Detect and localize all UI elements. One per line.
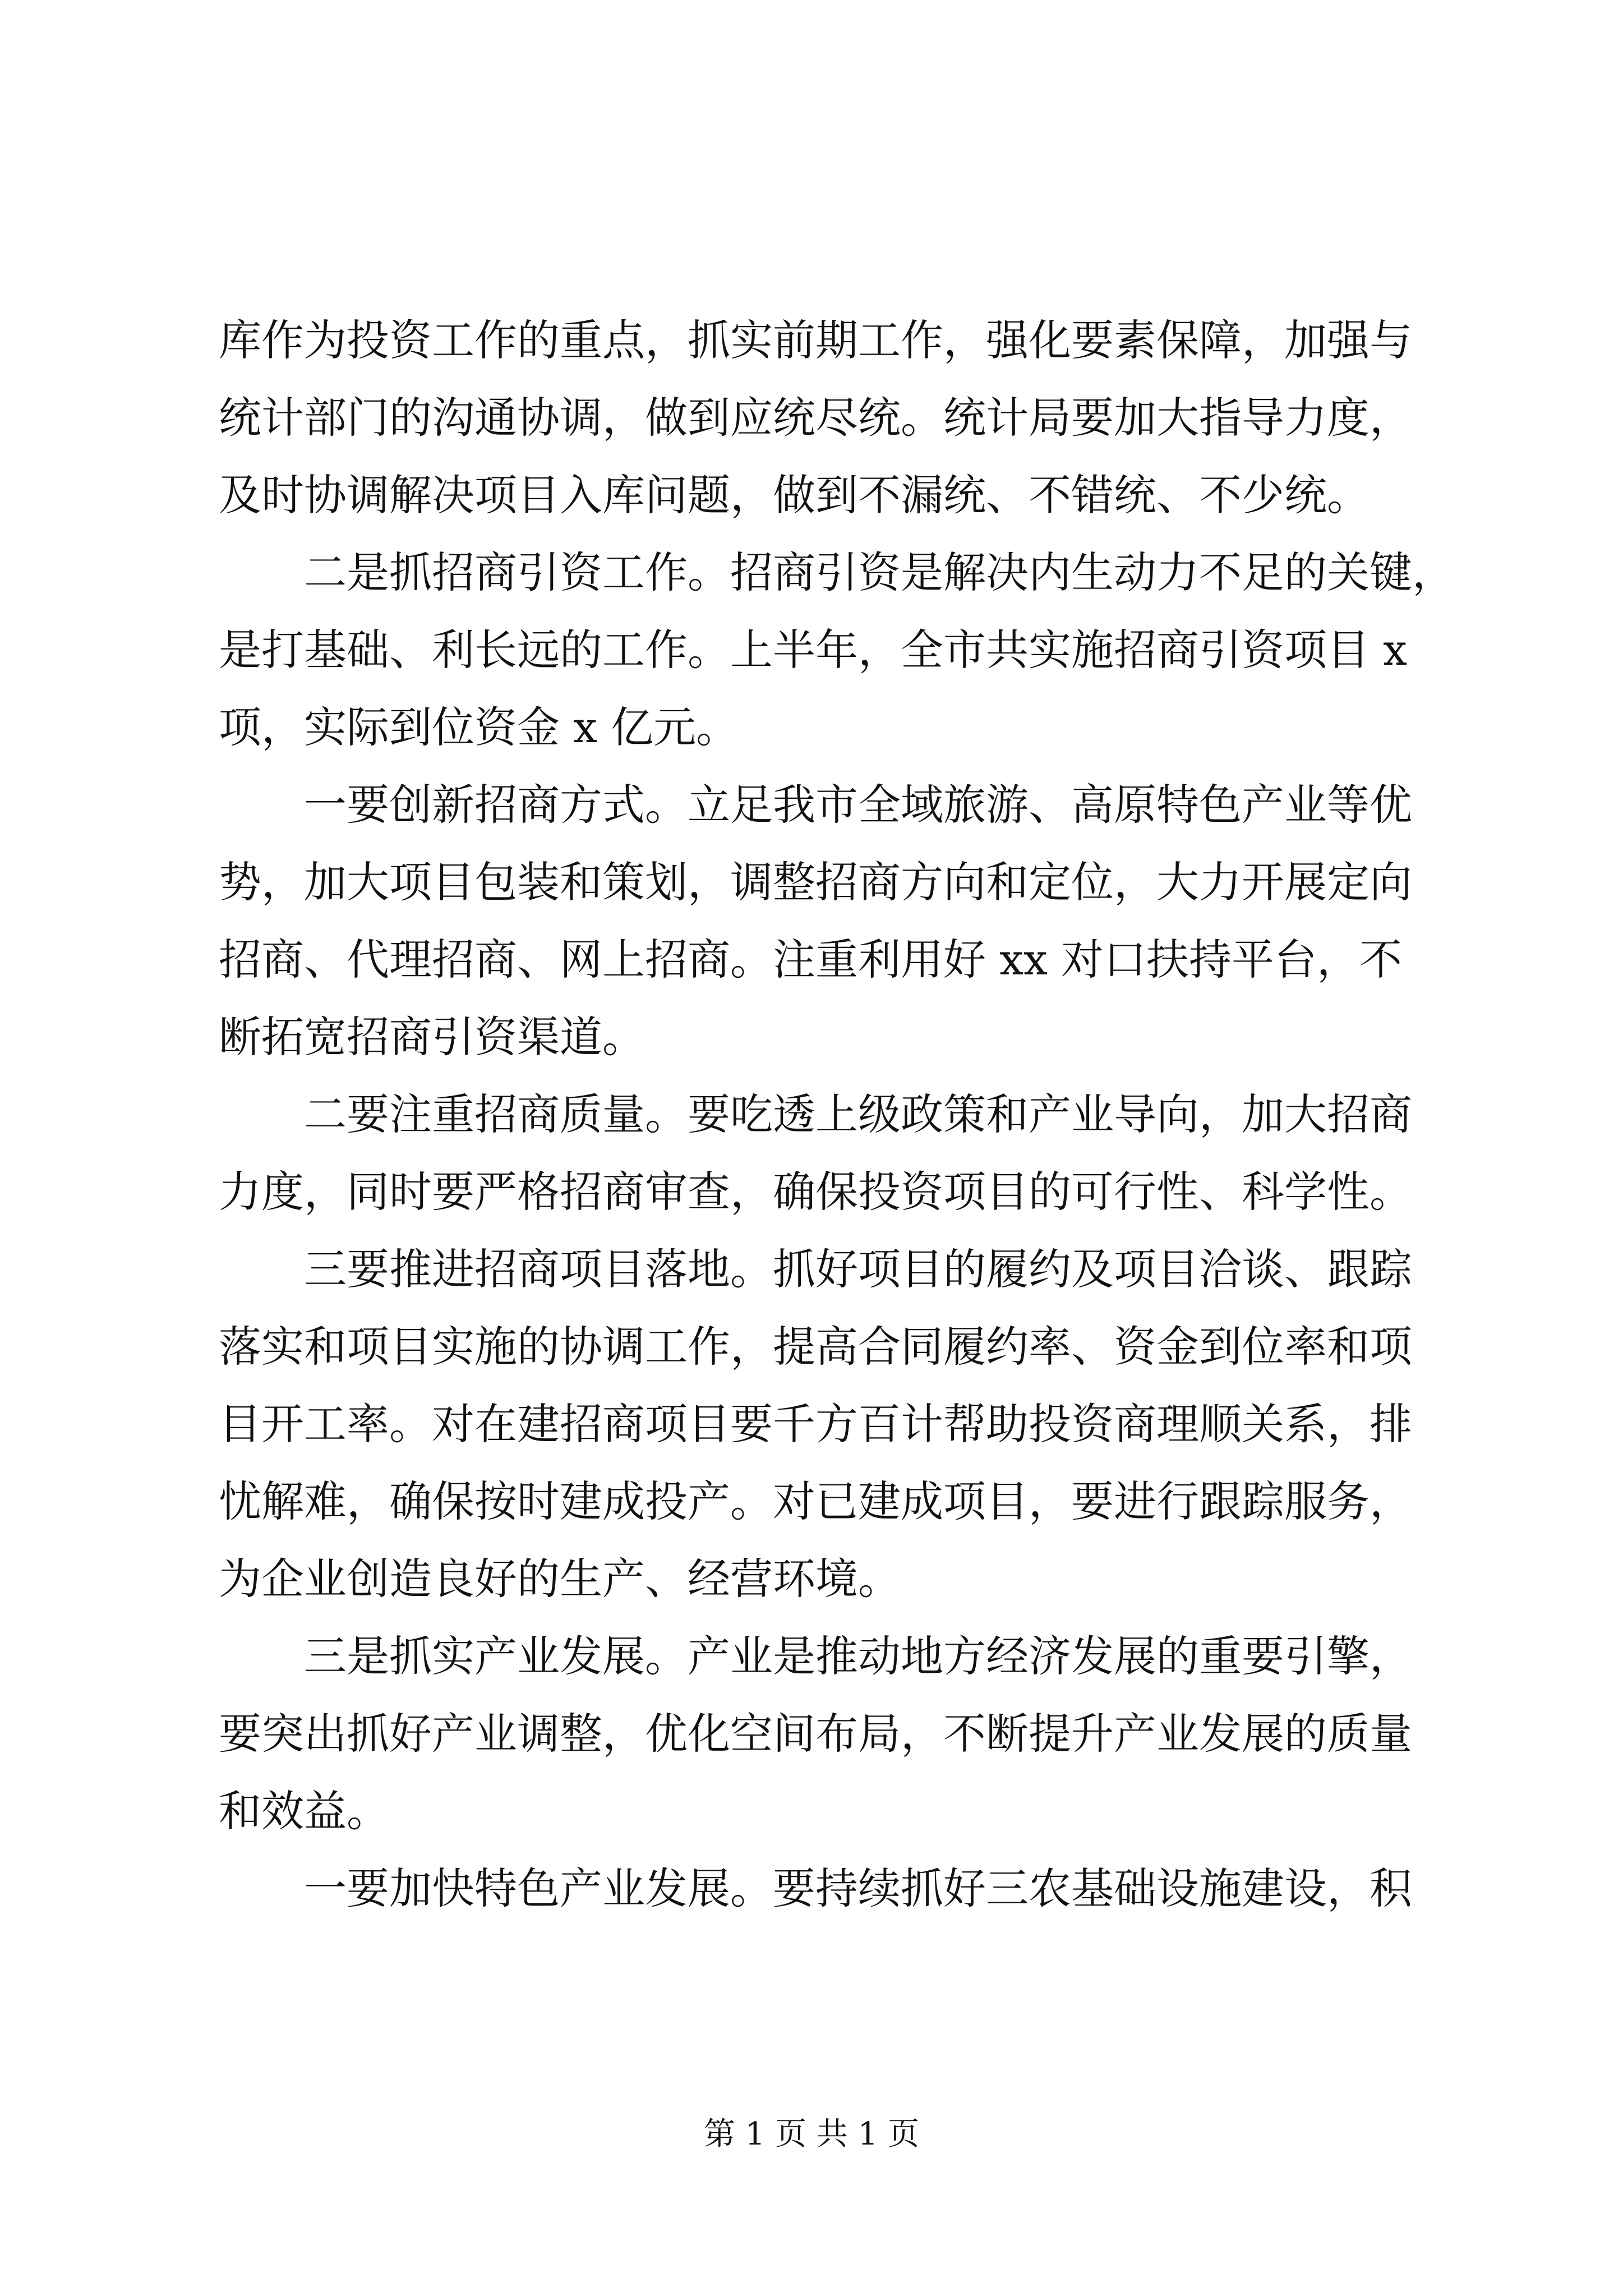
text-line: 三是抓实产业发展。产业是推动地方经济发展的重要引擎， xyxy=(304,1631,1412,1681)
text-line: 落实和项目实施的协调工作，提高合同履约率、资金到位率和项 xyxy=(219,1322,1412,1372)
text-line: 和效益。 xyxy=(219,1786,389,1836)
text-line: 及时协调解决项目入库问题，做到不漏统、不错统、不少统。 xyxy=(219,470,1370,520)
text-line: 招商、代理招商、网上招商。注重利用好 xx 对口扶持平台，不 xyxy=(219,935,1403,984)
text-line: 目开工率。对在建招商项目要千方百计帮助投资商理顺关系，排 xyxy=(219,1399,1412,1449)
text-line: 势，加大项目包装和策划，调整招商方向和定位，大力开展定向 xyxy=(219,857,1412,907)
text-line: 力度，同时要严格招商审查，确保投资项目的可行性、科学性。 xyxy=(219,1167,1412,1217)
text-line: 忧解难，确保按时建成投产。对已建成项目，要进行跟踪服务， xyxy=(219,1476,1412,1526)
text-line: 二要注重招商质量。要吃透上级政策和产业导向，加大招商 xyxy=(304,1089,1412,1139)
text-line: 三要推进招商项目落地。抓好项目的履约及项目洽谈、跟踪 xyxy=(304,1244,1412,1294)
text-line: 统计部门的沟通协调，做到应统尽统。统计局要加大指导力度， xyxy=(219,393,1412,443)
document-body xyxy=(219,302,1455,1927)
text-line: 项，实际到位资金 x 亿元。 xyxy=(219,702,739,752)
text-line: 一要加快特色产业发展。要持续抓好三农基础设施建设，积 xyxy=(304,1864,1412,1913)
text-line: 是打基础、利长远的工作。上半年，全市共实施招商引资项目 x xyxy=(219,625,1408,675)
text-line: 断拓宽招商引资渠道。 xyxy=(219,1012,645,1062)
page-footer: 第 1 页 共 1 页 xyxy=(703,2116,920,2152)
text-line: 要突出抓好产业调整，优化空间布局，不断提升产业发展的质量 xyxy=(219,1709,1412,1759)
text-line: 库作为投资工作的重点，抓实前期工作，强化要素保障，加强与 xyxy=(219,315,1412,365)
text-line: 为企业创造良好的生产、经营环境。 xyxy=(219,1554,901,1604)
text-line: 一要创新招商方式。立足我市全域旅游、高原特色产业等优 xyxy=(304,780,1412,830)
text-line: 二是抓招商引资工作。招商引资是解决内生动力不足的关键， xyxy=(304,547,1455,597)
